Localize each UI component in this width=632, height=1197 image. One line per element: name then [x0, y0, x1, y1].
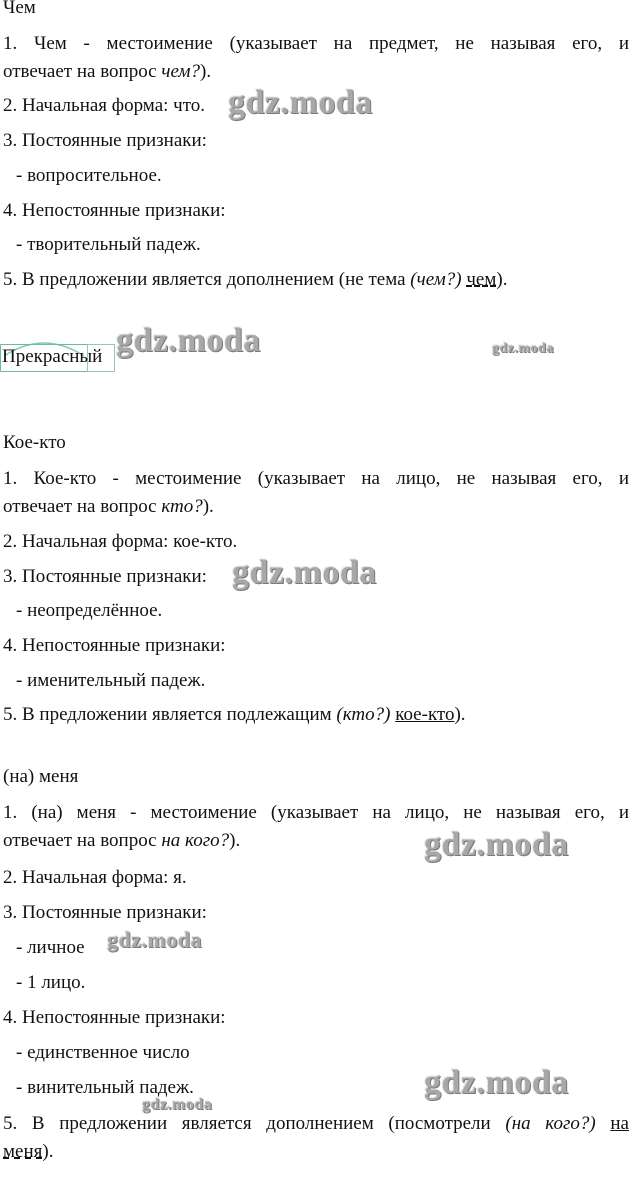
watermark: gdz.moda — [232, 554, 377, 591]
s3-line-4: 3. Постоянные признаки: — [3, 902, 207, 923]
section-title-chem: Чем — [3, 0, 36, 18]
section-title-na-menya: (на) меня — [3, 766, 79, 787]
s3-line-5: - личное — [16, 937, 85, 958]
s3-line-8: - единственное число — [16, 1042, 190, 1063]
s2-line-6: 4. Непостоянные признаки: — [3, 635, 226, 656]
s3-line-11: меня). — [3, 1141, 54, 1162]
section-title-koe-kto: Кое-кто — [3, 432, 66, 453]
s3-line-9: - винительный падеж. — [16, 1077, 194, 1098]
s2-line-7: - именительный падеж. — [16, 670, 206, 691]
s1-line-5: - вопросительное. — [16, 165, 162, 186]
s2-line-2: отвечает на вопрос кто?). — [3, 496, 214, 517]
s1-line-1: 1. Чем - местоимение (указывает на предмет, не называя его, и — [3, 33, 629, 54]
watermark: gdz.moda — [107, 927, 203, 952]
watermark: gdz.moda — [492, 341, 554, 356]
s1-line-3: 2. Начальная форма: что. — [3, 95, 206, 116]
watermark: gdz.moda — [424, 826, 569, 863]
s3-line-2: отвечает на вопрос на кого?). — [3, 830, 241, 851]
word-label: Прекрасный — [2, 346, 103, 367]
watermark: gdz.moda — [228, 84, 373, 121]
s2-line-8: 5. В предложении является подлежащим (кто?) кое-кто). — [3, 704, 466, 725]
s1-line-6: 4. Непостоянные признаки: — [3, 200, 226, 221]
s1-line-2: отвечает на вопрос чем?). — [3, 61, 212, 82]
watermark: gdz.moda — [424, 1064, 569, 1101]
s2-line-1: 1. Кое-кто - местоимение (указывает на лицо, не называя его, и — [3, 468, 629, 489]
s3-line-7: 4. Непостоянные признаки: — [3, 1007, 226, 1028]
s1-line-7: - творительный падеж. — [16, 234, 201, 255]
s3-line-6: - 1 лицо. — [16, 972, 86, 993]
s2-line-4: 3. Постоянные признаки: — [3, 566, 207, 587]
s1-line-8: 5. В предложении является дополнением (не тема (чем?) чем). — [3, 269, 508, 290]
s3-line-1: 1. (на) меня - местоимение (указывает на лицо, не называя его, и — [3, 802, 629, 823]
watermark: gdz.moda — [142, 1096, 213, 1113]
watermark: gdz.moda — [116, 322, 261, 359]
s2-line-5: - неопределённое. — [16, 600, 163, 621]
s2-line-3: 2. Начальная форма: кое-кто. — [3, 531, 238, 552]
s3-line-3: 2. Начальная форма: я. — [3, 867, 187, 888]
s3-line-10: 5. В предложении является дополнением (посмотрели (на кого?) на — [3, 1113, 629, 1134]
s1-line-4: 3. Постоянные признаки: — [3, 130, 207, 151]
